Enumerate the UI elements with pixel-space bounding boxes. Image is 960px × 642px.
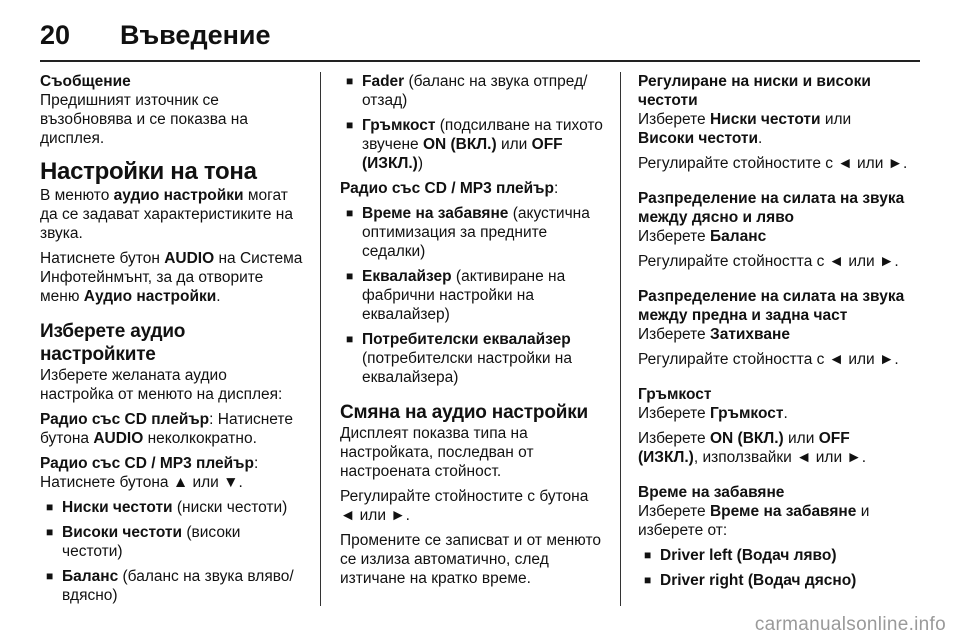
- bold-term: Баланс: [62, 568, 119, 585]
- list-item: [638, 546, 908, 565]
- text: Изберете: [638, 228, 710, 245]
- bold-term: Време на забавяне: [362, 205, 509, 222]
- bold-term: Радио със CD / MP3 плейър: [40, 455, 254, 472]
- text: .: [758, 130, 763, 147]
- paragraph: [638, 110, 908, 148]
- bold-term: Гръмкост: [709, 405, 784, 422]
- watermark: carmanualsonline.info: [754, 614, 946, 635]
- bold-term: AUDIO: [93, 430, 144, 447]
- text: Изберете: [638, 430, 710, 447]
- bold-term: Потребителски еквалайзер: [362, 331, 571, 348]
- text: (потребителски настройки на еквалайзера): [362, 350, 572, 386]
- bold-term: Driver right (Водач дясно): [660, 572, 857, 589]
- bold-term: Еквалайзер: [362, 268, 452, 285]
- list-item: [340, 116, 604, 173]
- text: .: [216, 288, 221, 305]
- list-item: [340, 267, 604, 324]
- subheading: Разпределение на силата на звука между дясно и ляво: [638, 190, 905, 226]
- bold-term: Радио със CD плейър: [40, 411, 210, 428]
- bullet-icon: ■: [46, 569, 54, 583]
- text: и изберете от:: [638, 503, 870, 539]
- bold-term: Затихване: [709, 326, 790, 343]
- paragraph: [40, 410, 304, 448]
- text: или: [783, 430, 819, 447]
- text: Изберете: [638, 503, 710, 520]
- header-rule: [40, 60, 920, 62]
- bold-term: Ниски честоти: [709, 111, 821, 128]
- text: (активиране на фабрични настройки на еквалайзер): [362, 268, 566, 323]
- text: (високи честоти): [62, 524, 241, 560]
- text: :: [553, 180, 559, 197]
- text: : Натиснете бутона: [40, 411, 293, 447]
- bullet-icon: ■: [346, 74, 354, 88]
- bold-term: OFF (ИЗКЛ.): [638, 430, 850, 466]
- bold-term: AUDIO: [164, 250, 215, 267]
- text: (акустична оптимизация за предните седалки): [362, 205, 590, 260]
- paragraph: Промените се записват и от менюто се излиза автоматично, след изтичане на кратко време.: [340, 532, 601, 587]
- bold-term: Баланс: [709, 228, 767, 245]
- bold-term: Гръмкост: [362, 117, 436, 134]
- bullet-icon: ■: [46, 500, 54, 514]
- list-item: [638, 571, 908, 590]
- bullet-icon: ■: [46, 525, 54, 539]
- text: (баланс на звука вляво/ вдясно): [62, 568, 294, 604]
- subheading: Време на забавяне: [638, 484, 785, 501]
- bullet-icon: ■: [644, 573, 652, 587]
- paragraph: Регулирайте стойностите с бутона ◄ или ►.: [340, 488, 589, 524]
- note-text: Предишният източник се възобновява и се показва на дисплея.: [40, 92, 248, 147]
- paragraph: Регулирайте стойностите с ◄ или ►.: [638, 155, 908, 172]
- text: .: [783, 405, 788, 422]
- list-item: [40, 498, 304, 517]
- section-heading-change: Смяна на аудио настройки: [340, 402, 588, 423]
- text: или: [820, 111, 852, 128]
- bold-term: OFF (ИЗКЛ.): [362, 136, 563, 172]
- list-item: [340, 204, 604, 261]
- column-divider: [620, 72, 621, 606]
- text: или: [496, 136, 532, 153]
- note-heading: Съобщение: [40, 73, 131, 90]
- subheading: Разпределение на силата на звука между предна и задна част: [638, 288, 905, 324]
- bold-term: Driver left (Водач ляво): [660, 547, 837, 564]
- list-item: [340, 330, 604, 387]
- paragraph: [40, 454, 304, 492]
- paragraph: Дисплеят показва типа на настройката, последван от настроената стойност.: [340, 425, 534, 480]
- bold-term: Радио със CD / MP3 плейър: [340, 180, 554, 197]
- text: Натиснете бутон: [40, 250, 165, 267]
- bullet-icon: ■: [346, 332, 354, 346]
- section-heading-tone: Настройки на тона: [40, 158, 257, 185]
- paragraph: Изберете желаната аудио настройка от менюто на дисплея:: [40, 367, 283, 403]
- paragraph: [40, 186, 304, 243]
- paragraph: [638, 429, 908, 467]
- text: (подсилване на тихото звучене: [362, 117, 603, 153]
- text: неколкократно.: [143, 430, 257, 447]
- text: могат да се задават характеристиките на звука.: [40, 187, 293, 242]
- list-item: [40, 523, 304, 561]
- subheading: Регулиране на ниски и високи честоти: [638, 73, 871, 109]
- paragraph: Регулирайте стойността с ◄ или ►.: [638, 253, 899, 270]
- page-title: Въведение: [120, 20, 271, 50]
- text: Изберете: [638, 405, 710, 422]
- bullet-icon: ■: [346, 269, 354, 283]
- text: (баланс на звука отпред/ отзад): [362, 73, 588, 109]
- text: Изберете: [638, 111, 710, 128]
- bullet-icon: ■: [644, 548, 652, 562]
- text: , използвайки ◄ или ►.: [693, 449, 867, 466]
- text: Изберете: [638, 326, 710, 343]
- paragraph: Регулирайте стойността с ◄ или ►.: [638, 351, 899, 368]
- page-header: [40, 18, 920, 62]
- bold-term: ON (ВКЛ.): [709, 430, 784, 447]
- paragraph: [638, 404, 908, 423]
- bold-term: Fader: [362, 73, 405, 90]
- column-3: [638, 72, 908, 590]
- page-number: 20: [40, 20, 71, 50]
- paragraph: [638, 502, 908, 540]
- bold-term: аудио настройки: [113, 187, 244, 204]
- bold-term: Ниски честоти: [62, 499, 173, 516]
- list-item: [340, 72, 604, 110]
- text: : Натиснете бутона ▲ или ▼.: [40, 455, 259, 491]
- bold-term: ON (ВКЛ.): [422, 136, 497, 153]
- bold-term: Високи честоти: [638, 130, 759, 147]
- paragraph: [638, 325, 908, 344]
- bold-term: Време на забавяне: [709, 503, 857, 520]
- paragraph: [40, 249, 304, 306]
- section-heading-select: Изберете аудио настройките: [40, 321, 186, 365]
- column-2: [340, 72, 604, 588]
- subheading: Гръмкост: [638, 386, 712, 403]
- bullet-icon: ■: [346, 118, 354, 132]
- bullet-icon: ■: [346, 206, 354, 220]
- paragraph: [638, 227, 908, 246]
- column-divider: [320, 72, 321, 606]
- bold-term: Високи честоти: [62, 524, 183, 541]
- list-item: [40, 567, 304, 605]
- bold-term: Аудио настройки: [83, 288, 217, 305]
- text: на Система Инфотейнмънт, за да отворите меню: [40, 250, 303, 305]
- text: (ниски честоти): [172, 499, 288, 516]
- text: В менюто: [40, 187, 114, 204]
- column-1: [40, 72, 304, 605]
- text: ): [417, 155, 423, 172]
- paragraph: [340, 179, 604, 198]
